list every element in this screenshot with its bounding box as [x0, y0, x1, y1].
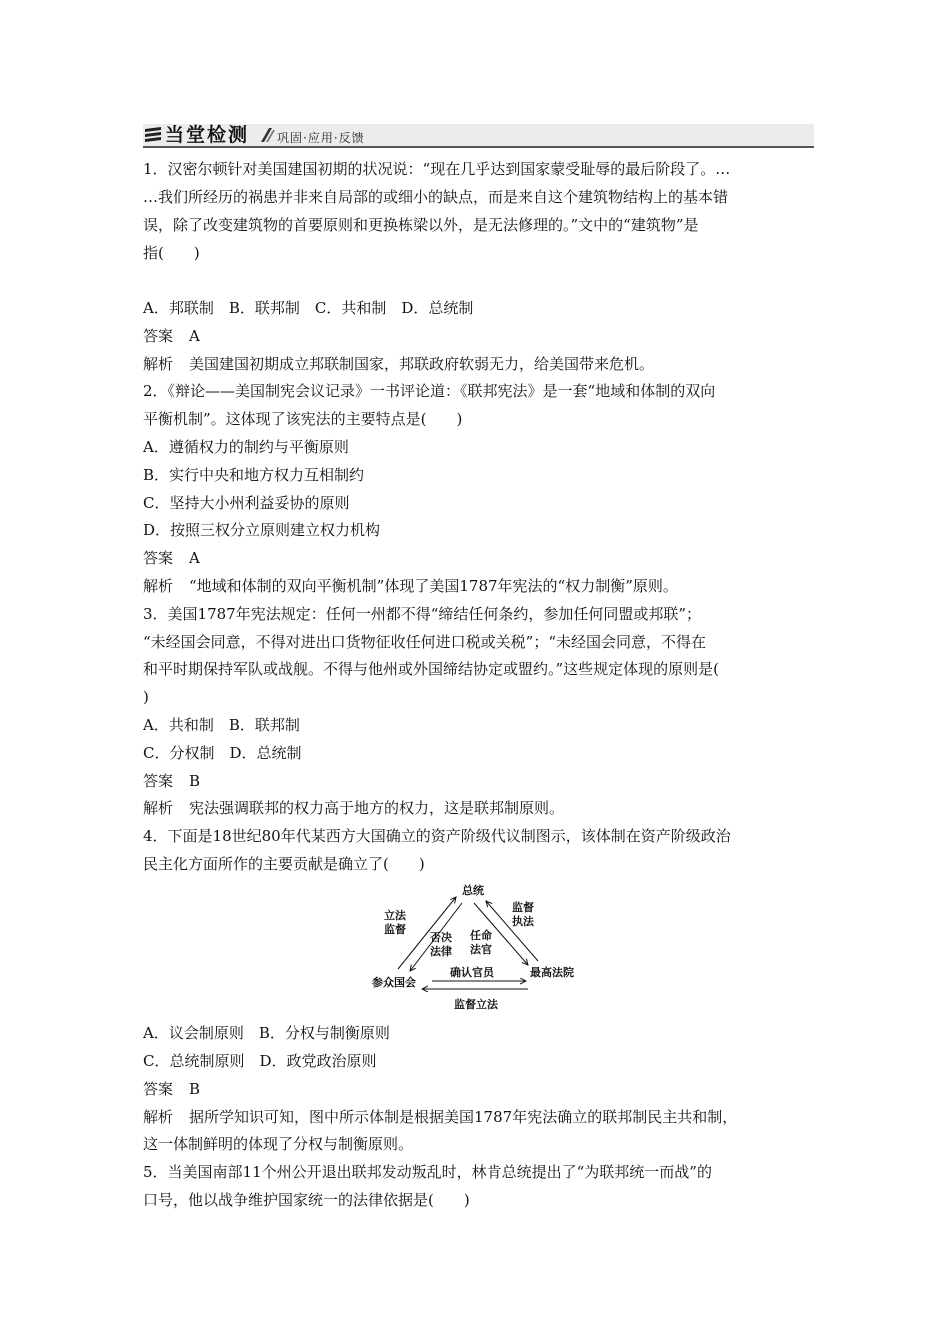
node-congress: 参众国会	[372, 976, 416, 989]
q4-answer	[143, 1079, 200, 1099]
analysis-text: 据所学知识可知，图中所示体制是根据美国1787年宪法确立的联邦制民主共和制，	[189, 1108, 738, 1126]
stripes-icon	[145, 127, 161, 143]
analysis-text: 美国建国初期成立邦联制国家，邦联政府软弱无力，给美国带来危机。	[189, 355, 655, 373]
stripes-separator-icon	[259, 126, 275, 144]
answer-value: B	[189, 772, 201, 790]
label-appoint: 任命	[470, 929, 492, 942]
section-subtitle: 巩固·应用·反馈	[277, 131, 365, 145]
q1-line-4: 指( )	[143, 244, 200, 262]
q3-line-4: )	[143, 688, 149, 706]
q4-options-1: A．议会制原则 B．分权与制衡原则	[143, 1024, 390, 1042]
answer-value: B	[189, 1080, 201, 1098]
analysis-label: 解析	[143, 799, 174, 817]
separation-of-powers-diagram	[370, 881, 590, 1016]
label-supervise-left: 监督	[384, 923, 406, 936]
answer-label: 答案	[143, 772, 174, 790]
answer-label: 答案	[143, 327, 174, 345]
answer-value: A	[189, 549, 200, 567]
q2-line-1: 2．《辩论——美国制宪会议记录》一书评论道：《联邦宪法》是一套“地域和体制的双向	[143, 382, 716, 400]
header-rule	[143, 146, 814, 148]
q4-line-1: 4．下面是18世纪80年代某西方大国确立的资产阶级代议制图示，该体制在资产阶级政治	[143, 827, 731, 845]
q3-options-1: A．共和制 B．联邦制	[143, 716, 300, 734]
label-law: 法律	[430, 945, 452, 958]
q2-option-a: A．遵循权力的制约与平衡原则	[143, 438, 349, 456]
q3-line-1: 3．美国1787年宪法规定：任何一州都不得“缔结任何条约，参加任何同盟或邦联”；	[143, 605, 702, 623]
section-title: 当堂检测	[165, 124, 250, 146]
q1-analysis	[143, 354, 654, 374]
q2-option-c: C．坚持大小州利益妥协的原则	[143, 494, 350, 512]
q1-line-3: 误，除了改变建筑物的首要原则和更换栋梁以外，是无法修理的。”文中的“建筑物”是	[143, 216, 699, 234]
q1-line-1: 1．汉密尔顿针对美国建国初期的状况说：“现在几乎达到国家蒙受耻辱的最后阶段了。…	[143, 160, 731, 178]
q3-answer	[143, 771, 200, 791]
label-veto: 否决	[430, 931, 452, 944]
analysis-label: 解析	[143, 1108, 174, 1126]
section-header	[143, 124, 814, 150]
q5-line-2: 口号，他以战争维护国家统一的法律依据是( )	[143, 1191, 470, 1209]
label-confirm-officials: 确认官员	[450, 966, 494, 979]
label-legislate: 立法	[384, 909, 406, 922]
q5-line-1: 5．当美国南部11个州公开退出联邦发动叛乱时，林肯总统提出了“为联邦统一而战”的	[143, 1163, 712, 1181]
q1-answer	[143, 326, 200, 346]
label-judges: 法官	[470, 943, 492, 956]
node-court: 最高法院	[530, 966, 574, 979]
answer-label: 答案	[143, 549, 174, 567]
q4-analysis	[143, 1107, 737, 1127]
answer-label: 答案	[143, 1080, 174, 1098]
q3-line-3: 和平时期保持军队或战舰。不得与他州或外国缔结协定或盟约。”这些规定体现的原则是(	[143, 660, 720, 678]
q1-options: A．邦联制 B．联邦制 C．共和制 D．总统制	[143, 299, 474, 317]
q4-options-2: C．总统制原则 D．政党政治原则	[143, 1052, 377, 1070]
analysis-label: 解析	[143, 577, 174, 595]
analysis-label: 解析	[143, 355, 174, 373]
q3-options-2: C．分权制 D．总统制	[143, 744, 302, 762]
q3-analysis	[143, 798, 564, 818]
label-supervise-legislation: 监督立法	[454, 998, 498, 1011]
q3-line-2: “未经国会同意，不得对进出口货物征收任何进口税或关税”；“未经国会同意，不得在	[143, 633, 707, 651]
q4-line-2: 民主化方面所作的主要贡献是确立了( )	[143, 855, 425, 873]
q2-option-b: B．实行中央和地方权力互相制约	[143, 466, 365, 484]
q1-line-2: …我们所经历的祸患并非来自局部的或细小的缺点，而是来自这个建筑物结构上的基本错	[143, 188, 729, 206]
answer-value: A	[189, 327, 200, 345]
label-supervise-right: 监督	[512, 901, 534, 914]
q2-answer	[143, 548, 200, 568]
q2-option-d: D．按照三权分立原则建立权力机构	[143, 521, 381, 539]
analysis-text: 宪法强调联邦的权力高于地方的权力，这是联邦制原则。	[189, 799, 565, 817]
label-enforce: 执法	[512, 915, 534, 928]
q4-analysis-cont: 这一体制鲜明的体现了分权与制衡原则。	[143, 1135, 414, 1153]
q2-line-2: 平衡机制”。这体现了该宪法的主要特点是( )	[143, 410, 463, 428]
node-president: 总统	[462, 884, 484, 897]
analysis-text: “地域和体制的双向平衡机制”体现了美国1787年宪法的“权力制衡”原则。	[189, 577, 678, 595]
q2-analysis	[143, 576, 678, 596]
